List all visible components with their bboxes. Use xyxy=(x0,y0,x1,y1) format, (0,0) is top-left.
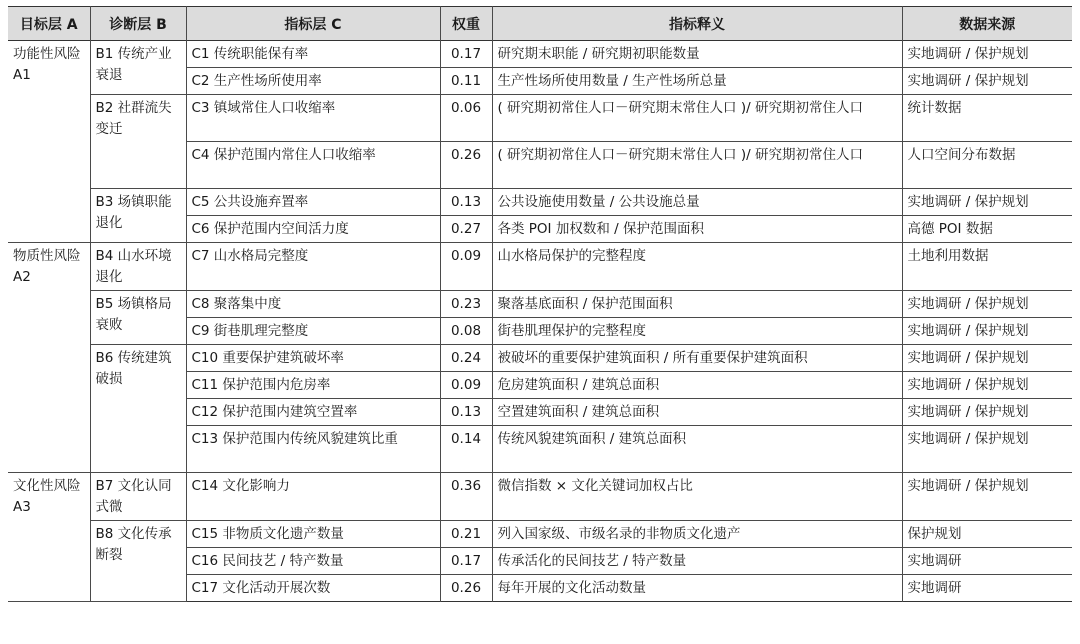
header-diagnosis-layer: 诊断层 B xyxy=(90,7,186,41)
table-row xyxy=(8,243,1072,291)
definition-cell: 研究期末职能 / 研究期初职能数量 xyxy=(492,41,902,68)
table-row xyxy=(8,521,1072,548)
indicator-cell: C3 镇域常住人口收缩率 xyxy=(186,95,440,142)
table-row xyxy=(8,345,1072,372)
data-source-cell: 实地调研 / 保护规划 xyxy=(902,291,1072,318)
indicator-cell: C2 生产性场所使用率 xyxy=(186,68,440,95)
indicator-cell: C15 非物质文化遗产数量 xyxy=(186,521,440,548)
weight-cell: 0.27 xyxy=(440,216,492,243)
indicator-cell: C16 民间技艺 / 特产数量 xyxy=(186,548,440,575)
data-source-cell: 实地调研 / 保护规划 xyxy=(902,41,1072,68)
risk-indicator-table xyxy=(8,6,1072,602)
table-row xyxy=(8,41,1072,68)
definition-cell: 传承活化的民间技艺 / 特产数量 xyxy=(492,548,902,575)
diagnosis-layer-cell: B7 文化认同式微 xyxy=(90,473,186,521)
data-source-cell: 实地调研 / 保护规划 xyxy=(902,318,1072,345)
header-weight: 权重 xyxy=(440,7,492,41)
table-row xyxy=(8,473,1072,521)
definition-cell: 空置建筑面积 / 建筑总面积 xyxy=(492,399,902,426)
target-layer-cell: 物质性风险 A2 xyxy=(8,243,90,473)
diagnosis-layer-cell: B1 传统产业衰退 xyxy=(90,41,186,95)
weight-cell: 0.36 xyxy=(440,473,492,521)
data-source-cell: 土地利用数据 xyxy=(902,243,1072,291)
definition-cell: 各类 POI 加权数和 / 保护范围面积 xyxy=(492,216,902,243)
table-body xyxy=(8,41,1072,602)
data-source-cell: 实地调研 / 保护规划 xyxy=(902,372,1072,399)
weight-cell: 0.08 xyxy=(440,318,492,345)
data-source-cell: 高德 POI 数据 xyxy=(902,216,1072,243)
data-source-cell: 实地调研 / 保护规划 xyxy=(902,399,1072,426)
diagnosis-layer-cell: B8 文化传承断裂 xyxy=(90,521,186,602)
table-row xyxy=(8,189,1072,216)
diagnosis-layer-cell: B4 山水环境退化 xyxy=(90,243,186,291)
definition-cell: 传统风貌建筑面积 / 建筑总面积 xyxy=(492,426,902,473)
weight-cell: 0.14 xyxy=(440,426,492,473)
diagnosis-layer-cell: B2 社群流失变迁 xyxy=(90,95,186,189)
weight-cell: 0.17 xyxy=(440,41,492,68)
target-layer-cell: 功能性风险 A1 xyxy=(8,41,90,243)
indicator-cell: C4 保护范围内常住人口收缩率 xyxy=(186,142,440,189)
data-source-cell: 实地调研 / 保护规划 xyxy=(902,68,1072,95)
table-row xyxy=(8,291,1072,318)
definition-cell: 聚落基底面积 / 保护范围面积 xyxy=(492,291,902,318)
weight-cell: 0.13 xyxy=(440,399,492,426)
definition-cell: 危房建筑面积 / 建筑总面积 xyxy=(492,372,902,399)
indicator-cell: C7 山水格局完整度 xyxy=(186,243,440,291)
indicator-cell: C5 公共设施弃置率 xyxy=(186,189,440,216)
diagnosis-layer-cell: B5 场镇格局衰败 xyxy=(90,291,186,345)
definition-cell: ( 研究期初常住人口－研究期末常住人口 )/ 研究期初常住人口 xyxy=(492,95,902,142)
indicator-table-container xyxy=(8,6,1072,602)
weight-cell: 0.11 xyxy=(440,68,492,95)
data-source-cell: 人口空间分布数据 xyxy=(902,142,1072,189)
data-source-cell: 实地调研 xyxy=(907,580,962,596)
definition-cell: 生产性场所使用数量 / 生产性场所总量 xyxy=(492,68,902,95)
indicator-cell: C17 文化活动开展次数 xyxy=(186,575,440,602)
header-data-source: 数据来源 xyxy=(902,7,1072,41)
diagnosis-layer-cell: B6 传统建筑破损 xyxy=(90,345,186,473)
weight-cell: 0.09 xyxy=(440,243,492,291)
indicator-cell: C1 传统职能保有率 xyxy=(186,41,440,68)
weight-cell: 0.21 xyxy=(440,521,492,548)
data-source-cell: 保护规划 xyxy=(902,521,1072,548)
table-row xyxy=(8,95,1072,142)
indicator-cell: C8 聚落集中度 xyxy=(186,291,440,318)
data-source-cell: 实地调研 / 保护规划 xyxy=(902,473,1072,521)
data-source-cell: 实地调研 xyxy=(902,548,1072,575)
weight-cell: 0.23 xyxy=(440,291,492,318)
data-source-cell: 实地调研 / 保护规划 xyxy=(902,345,1072,372)
definition-cell: 微信指数 × 文化关键词加权占比 xyxy=(492,473,902,521)
indicator-cell: C9 街巷肌理完整度 xyxy=(186,318,440,345)
definition-cell: 被破坏的重要保护建筑面积 / 所有重要保护建筑面积 xyxy=(492,345,902,372)
weight-cell: 0.09 xyxy=(440,372,492,399)
weight-cell: 0.26 xyxy=(440,142,492,189)
data-source-cell: 实地调研 / 保护规划 xyxy=(902,426,1072,473)
header-definition: 指标释义 xyxy=(492,7,902,41)
weight-cell: 0.17 xyxy=(440,548,492,575)
indicator-cell: C6 保护范围内空间活力度 xyxy=(186,216,440,243)
definition-cell: 每年开展的文化活动数量 xyxy=(492,575,902,602)
data-source-cell: 统计数据 xyxy=(902,95,1072,142)
weight-cell: 0.26 xyxy=(440,575,492,602)
indicator-cell: C14 文化影响力 xyxy=(186,473,440,521)
indicator-cell: C13 保护范围内传统风貌建筑比重 xyxy=(186,426,440,473)
target-layer-cell: 文化性风险 A3 xyxy=(8,473,90,602)
header-indicator-layer: 指标层 C xyxy=(186,7,440,41)
indicator-cell: C10 重要保护建筑破坏率 xyxy=(186,345,440,372)
definition-cell: ( 研究期初常住人口－研究期末常住人口 )/ 研究期初常住人口 xyxy=(492,142,902,189)
definition-cell: 列入国家级、市级名录的非物质文化遗产 xyxy=(492,521,902,548)
definition-cell: 街巷肌理保护的完整程度 xyxy=(492,318,902,345)
weight-cell: 0.06 xyxy=(440,95,492,142)
weight-cell: 0.13 xyxy=(440,189,492,216)
diagnosis-layer-cell: B3 场镇职能退化 xyxy=(90,189,186,243)
header-row xyxy=(8,7,1072,41)
definition-cell: 公共设施使用数量 / 公共设施总量 xyxy=(492,189,902,216)
data-source-cell: 实地调研 / 保护规划 xyxy=(902,189,1072,216)
header-target-layer: 目标层 A xyxy=(8,7,90,41)
weight-cell: 0.24 xyxy=(440,345,492,372)
indicator-cell: C12 保护范围内建筑空置率 xyxy=(186,399,440,426)
indicator-cell: C11 保护范围内危房率 xyxy=(186,372,440,399)
definition-cell: 山水格局保护的完整程度 xyxy=(492,243,902,291)
